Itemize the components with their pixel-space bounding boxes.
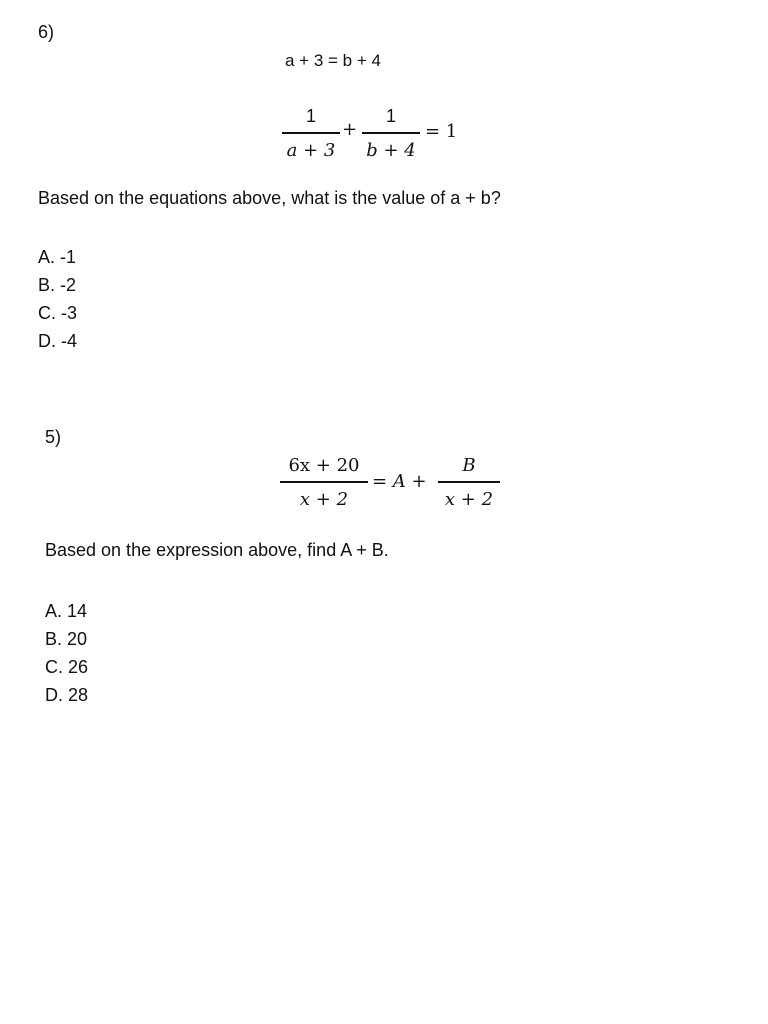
fraction-b-over-x-plus-2 [438,455,500,510]
fraction-numerator: 6x + 20 [288,455,360,476]
choice-d: D. -4 [38,331,78,351]
question-5-choices [45,597,88,709]
choice-a: A. -1 [38,247,77,267]
fraction-denominator: a + 3 [286,139,336,161]
question-5-number: 5) [45,427,62,447]
choice-b: B. -2 [38,275,77,295]
question-6-choices [38,243,77,355]
choice-c: C. -3 [38,303,78,323]
fraction-denominator: b + 4 [366,139,416,161]
fraction-bar [280,481,368,483]
choice-a: A. 14 [45,601,88,621]
question-6-text: Based on the equations above, what is the value of a + b? [38,188,501,208]
equals-a-plus: = A + [372,471,427,492]
plus-sign: + [342,119,358,140]
fraction-denominator: x + 2 [299,488,349,510]
fraction-bar [438,481,500,483]
choice-d: D. 28 [45,685,89,705]
fraction-numerator: B [462,455,476,476]
question-5-text: Based on the expression above, find A + B. [45,540,389,560]
fraction-denominator: x + 2 [444,488,494,510]
fraction-6x-plus-20-over-x-plus-2 [280,455,368,510]
fraction-1-over-b-plus-4 [362,106,420,161]
question-6-number: 6) [38,22,55,42]
fraction-numerator: 1 [305,106,316,126]
equals-one: = 1 [425,121,458,142]
fraction-1-over-a-plus-3 [282,106,340,161]
fraction-bar [362,132,420,134]
choice-c: C. 26 [45,657,89,677]
fraction-numerator: 1 [385,106,396,126]
fraction-bar [282,132,340,134]
choice-b: B. 20 [45,629,88,649]
equation-1: a + 3 = b + 4 [285,51,381,70]
